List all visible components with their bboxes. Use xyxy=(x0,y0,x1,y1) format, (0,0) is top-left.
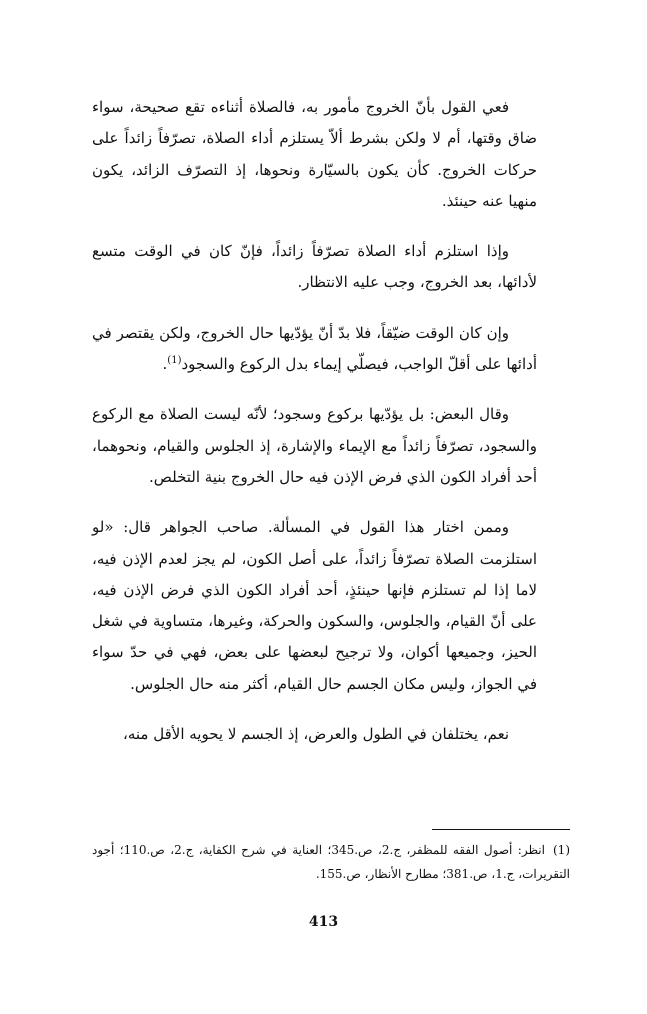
footnote-separator xyxy=(432,829,570,830)
footnote-text: انظر: أصول الفقه للمظفر، ج.2، ص.345؛ العناية في شرح الكفاية، ج.2، ص.110؛ أجود التقريرات، ج.1، ص.381؛ مطارح الأنظار، ص.155. xyxy=(92,843,570,881)
paragraph-3 xyxy=(92,318,537,381)
paragraph-6: نعم، يختلفان في الطول والعرض، إذ الجسم لا يحويه الأقل منه، xyxy=(123,725,509,744)
paragraph-3-end: . xyxy=(162,355,168,374)
main-text xyxy=(92,92,537,750)
page-number: 413 xyxy=(308,914,339,930)
footnote xyxy=(92,838,570,886)
paragraph-1: فعي القول بأنّ الخروج مأمور به، فالصلاة أثناءه تقع صحيحة، سواء ضاق وقتها، أم لا ولكن بشرط ألاّ يستلزم أداء الصلاة، تصرّفاً زائداً على حركات الخروج. كأن يكون بالسيّارة ونحوها، إذ التصرّف الزائد، يكون منهيا عنه حينئذ. xyxy=(92,98,537,210)
paragraph-2: وإذا استلزم أداء الصلاة تصرّفاً زائداً، فإنّ كان في الوقت متسع لأدائها، بعد الخروج، وجب عليه الانتظار. xyxy=(92,242,537,292)
footnote-marker: (1) xyxy=(552,843,570,857)
paragraph-5: وممن اختار هذا القول في المسألة. صاحب الجواهر قال: «لو استلزمت الصلاة تصرّفاً زائداً، على أصل الكون، لم يجز لعدم الإذن فيه، لاما إذا لم تستلزم فإنها حينئذٍ، أحد أفراد الكون الذي فرض الإذن فيه، على أنّ القيام، والجلوس، والسكون والحركة، وغيرها، متساوية في شغل الحيز، وجميعها أكوان، ولا ترجيح لبعضها على بعض، فهي في حدّ سواء في الجواز، وليس مكان الجسم حال القيام، أكثر منه حال الجلوس. xyxy=(92,518,537,693)
paragraph-3-text: وإن كان الوقت ضيّقاً، فلا بدّ أنّ يؤدّيها حال الخروج، ولكن يقتصر في أدائها على أقلّ الواجب، فيصلّي إيماء بدل الركوع والسجود xyxy=(92,323,537,374)
footnote-reference[interactable]: (1) xyxy=(167,355,182,367)
paragraph-4: وقال البعض: بل يؤدّيها بركوع وسجود؛ لأنّه ليست الصلاة مع الركوع والسجود، تصرّفاً زائداً مع الإيماء والإشارة، إذ الجلوس والقيام، ونحوهما، أحد أفراد الكون الذي فرض الإذن فيه حال الخروج بنية التخلص. xyxy=(92,405,537,486)
